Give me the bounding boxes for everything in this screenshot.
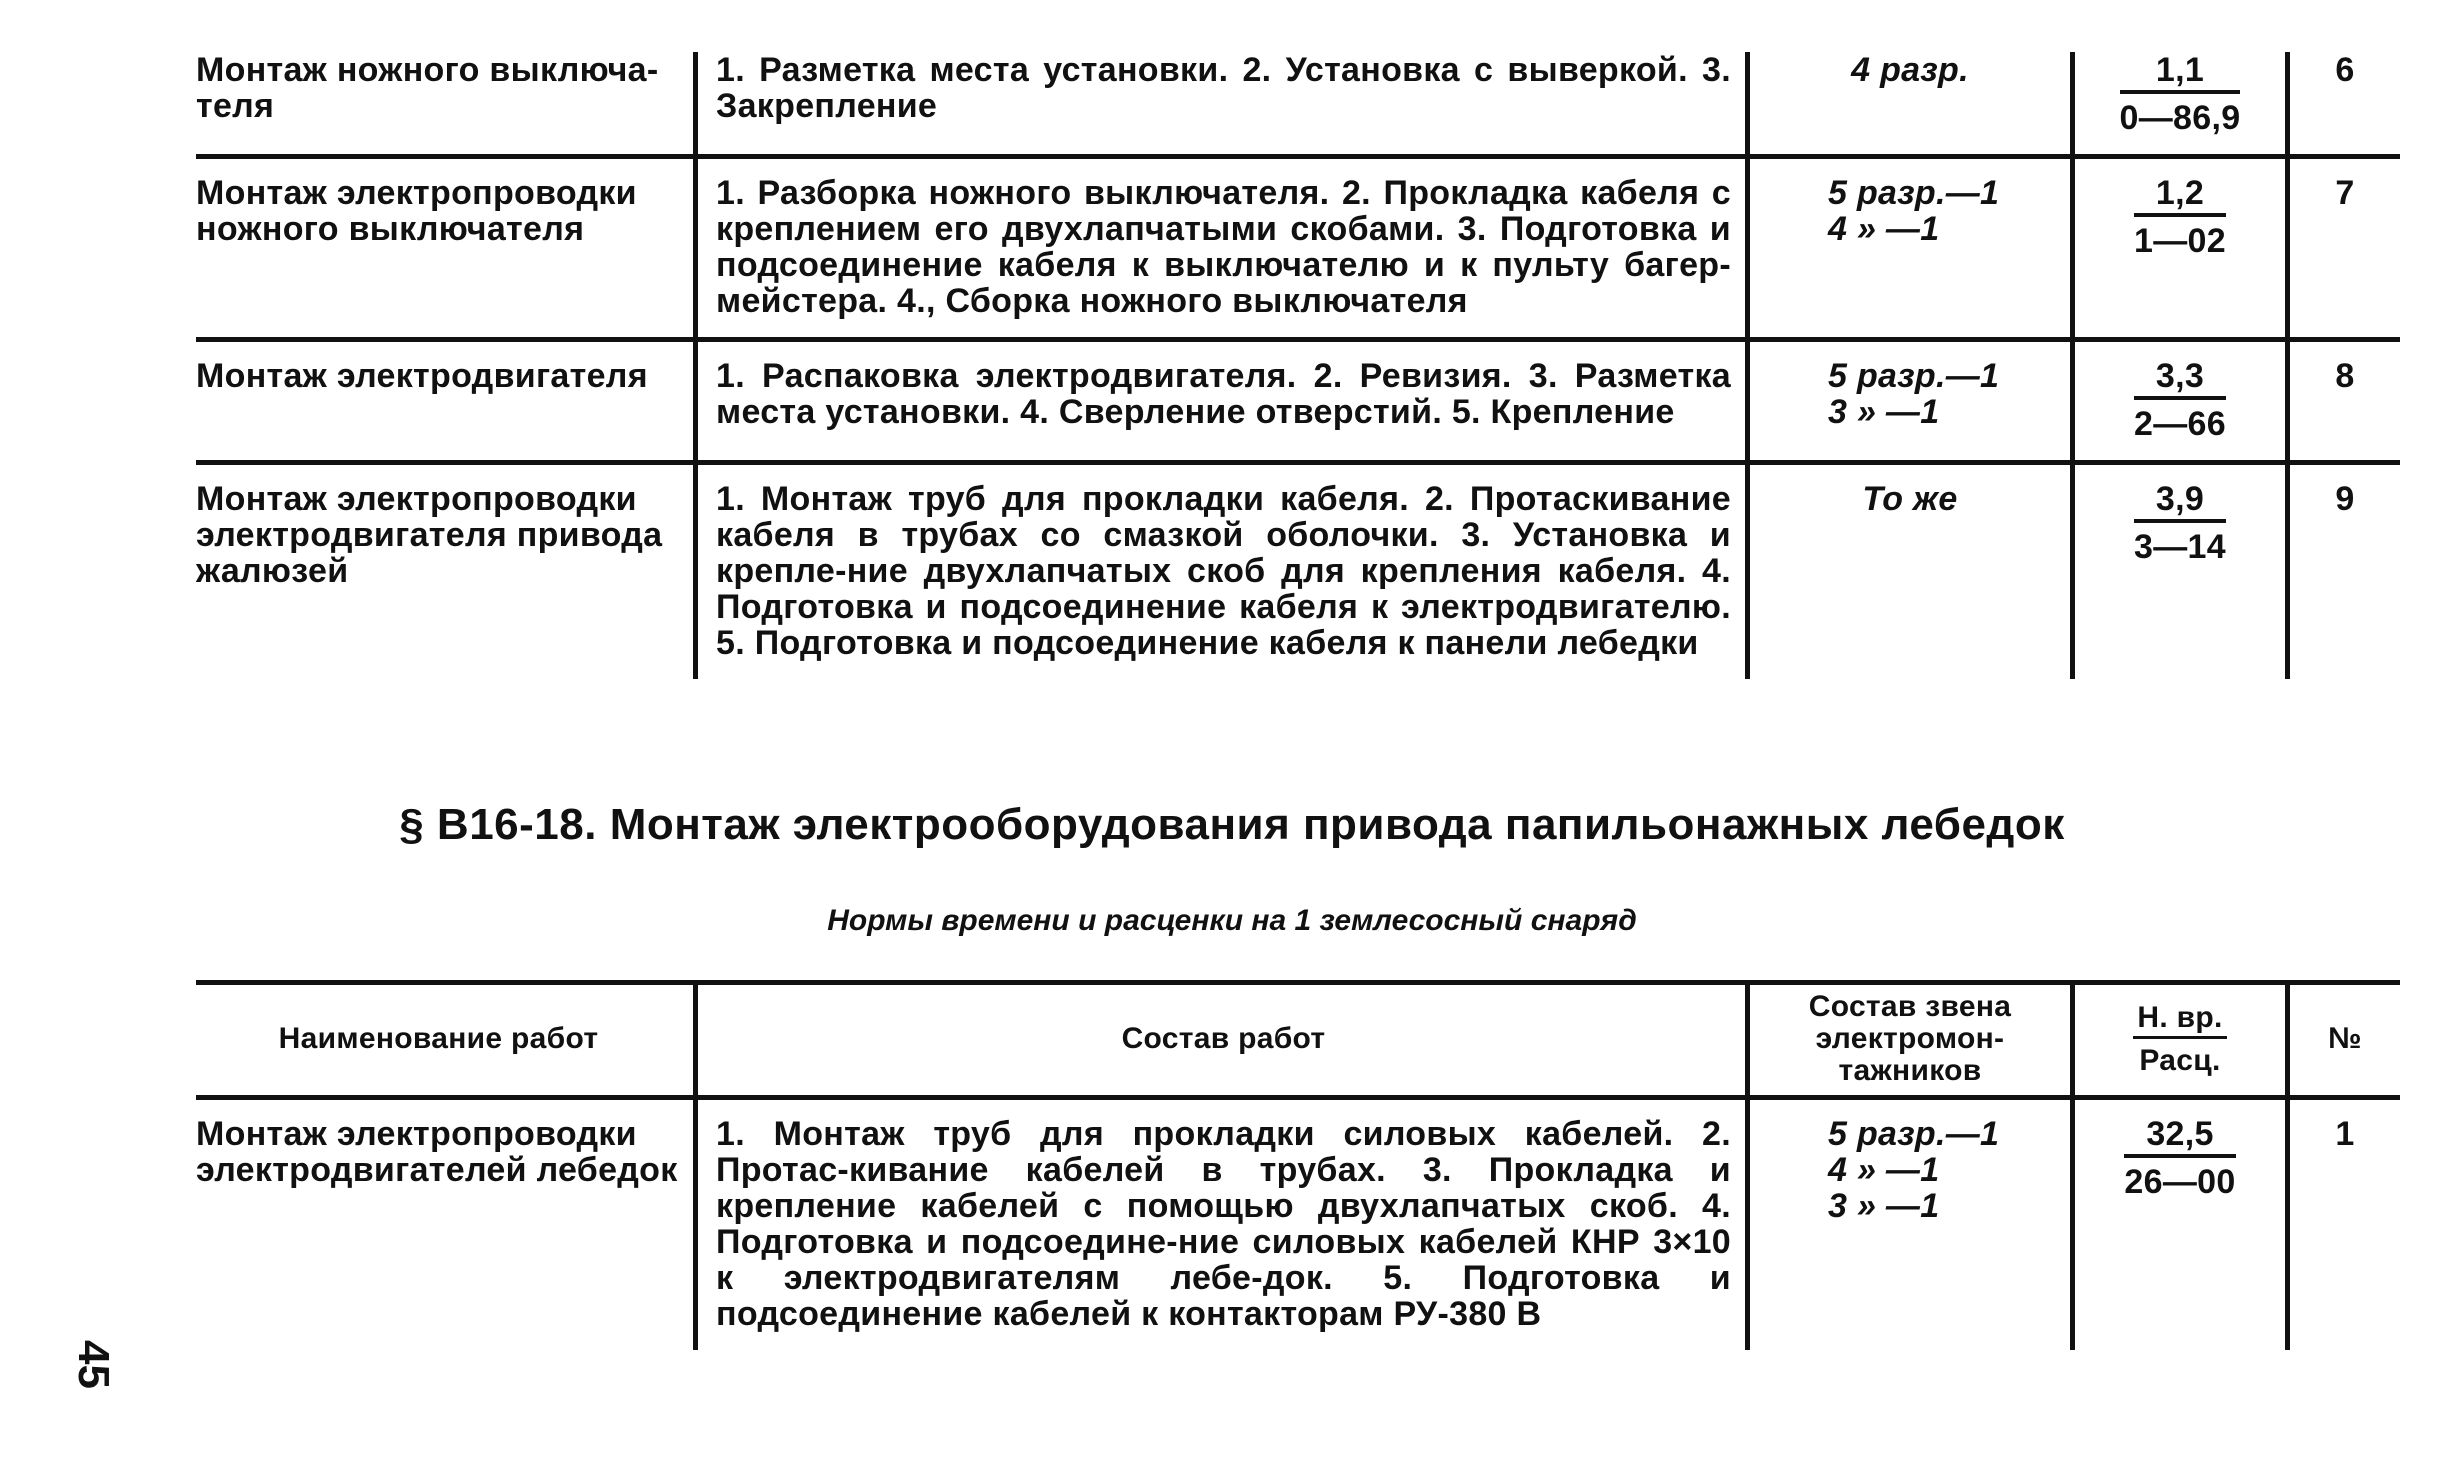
- row-number: 9: [2335, 480, 2355, 518]
- crew-composition: [1748, 463, 2073, 680]
- work-name: Монтаж электропроводки электродвигателей лебедок: [196, 1115, 678, 1189]
- norm-price: 26—00: [2124, 1163, 2236, 1201]
- crew-composition: [1748, 340, 2073, 463]
- norm-time: 1,2: [2134, 175, 2226, 217]
- work-composition: 1. Монтаж труб для прокладки силовых кабелей. 2. Протас-кивание кабелей в трубах. 3. Прокладка и крепление кабелей с помощью двухлапчатых скоб. 4. Подготовка и подсоедине-ние силовых кабелей КНР 3×10 к электродвигателям лебе-док. 5. Подготовка и подсоединение кабелей к контакторам РУ-380 В: [696, 1098, 1748, 1351]
- work-composition: 1. Разметка места установки. 2. Установка с выверкой. 3. Закрепление: [696, 52, 1748, 157]
- table-row: [196, 463, 2400, 680]
- table-row: [196, 1098, 2400, 1351]
- norm-price: 1—02: [2134, 222, 2226, 260]
- section-title: § В16-18. Монтаж электрооборудования привода папильонажных лебедок: [399, 800, 2065, 849]
- header-norm-price: Расц.: [2139, 1043, 2221, 1077]
- norm-fraction: [2134, 175, 2226, 259]
- header-norm: [2073, 983, 2288, 1098]
- row-number: 6: [2288, 52, 2401, 157]
- norm-fraction: [2120, 52, 2241, 136]
- norm-time: 3,3: [2134, 358, 2226, 400]
- crew-line: 5 разр.—1: [1828, 357, 2000, 395]
- table-row: [196, 157, 2400, 340]
- header-composition: Состав работ: [696, 983, 1748, 1098]
- header-norm-time: Н. вр.: [2133, 1002, 2226, 1039]
- header-crew: Состав звена электромон-тажников: [1748, 983, 2073, 1098]
- norm-price: 0—86,9: [2119, 99, 2241, 137]
- crew-line: 3 » —1: [1828, 393, 1940, 431]
- crew-line: 4 » —1: [1828, 210, 1940, 248]
- crew-line: 5 разр.—1: [1828, 174, 2000, 212]
- row-number: 8: [2288, 340, 2401, 463]
- norm-rate: [2073, 157, 2288, 340]
- crew-composition: [1748, 1098, 2073, 1351]
- page-number: 45: [69, 1340, 118, 1389]
- crew-line: То же: [1862, 480, 1958, 518]
- norm-fraction: [2134, 481, 2226, 565]
- crew-composition: [1748, 157, 2073, 340]
- header-norm-fraction: [2133, 1002, 2226, 1077]
- work-name: Монтаж электропроводки электродвигателя привода жалюзей: [196, 480, 663, 590]
- norm-fraction: [2124, 1116, 2235, 1200]
- crew-line: 3 » —1: [1828, 1187, 1940, 1225]
- table-row: [196, 52, 2400, 157]
- table-row: [196, 340, 2400, 463]
- row-number: 1: [2335, 1115, 2355, 1153]
- norm-fraction: [2134, 358, 2226, 442]
- header-work-name: Наименование работ: [196, 983, 696, 1098]
- norm-price: 2—66: [2134, 405, 2226, 443]
- work-name: Монтаж электродвигателя: [196, 340, 696, 463]
- table-header-row: [196, 983, 2400, 1098]
- work-composition: 1. Монтаж труб для прокладки кабеля. 2. Протаскивание кабеля в трубах со смазкой оболочки. 3. Установка и крепле-ние двухлапчатых скоб для крепления кабеля. 4. Подготовка и подсоединение кабеля к электродвигателю. 5. Подготовка и подсоединение кабеля к панели лебедки: [696, 463, 1748, 680]
- norm-time: 3,9: [2134, 481, 2226, 523]
- crew-line: 4 разр.: [1851, 51, 1969, 89]
- header-number: №: [2288, 983, 2401, 1098]
- work-name: Монтаж ножного выключа-теля: [196, 52, 696, 157]
- norm-time: 1,1: [2120, 52, 2241, 94]
- crew-composition: [1748, 52, 2073, 157]
- norm-time: 32,5: [2124, 1116, 2235, 1158]
- section-subtitle: Нормы времени и расценки на 1 землесосный снаряд: [827, 904, 1637, 937]
- norm-price: 3—14: [2134, 528, 2226, 566]
- crew-line: 5 разр.—1: [1828, 1115, 2000, 1153]
- norms-table-bottom: [196, 980, 2400, 1350]
- norm-rate: [2073, 52, 2288, 157]
- norm-rate: [2073, 1098, 2288, 1351]
- norms-table-top: [196, 52, 2400, 679]
- norm-rate: [2073, 463, 2288, 680]
- row-number: 7: [2288, 157, 2401, 340]
- norm-rate: [2073, 340, 2288, 463]
- crew-line: 4 » —1: [1828, 1151, 1940, 1189]
- work-composition: 1. Разборка ножного выключателя. 2. Прокладка кабеля с креплением его двухлапчатыми скобами. 3. Подготовка и подсоединение кабеля к выключателю и к пульту багер-мейстера. 4., Сборка ножного выключателя: [696, 157, 1748, 340]
- work-composition: 1. Распаковка электродвигателя. 2. Ревизия. 3. Разметка места установки. 4. Сверление отверстий. 5. Крепление: [696, 340, 1748, 463]
- work-name: Монтаж электропроводки ножного выключателя: [196, 157, 696, 340]
